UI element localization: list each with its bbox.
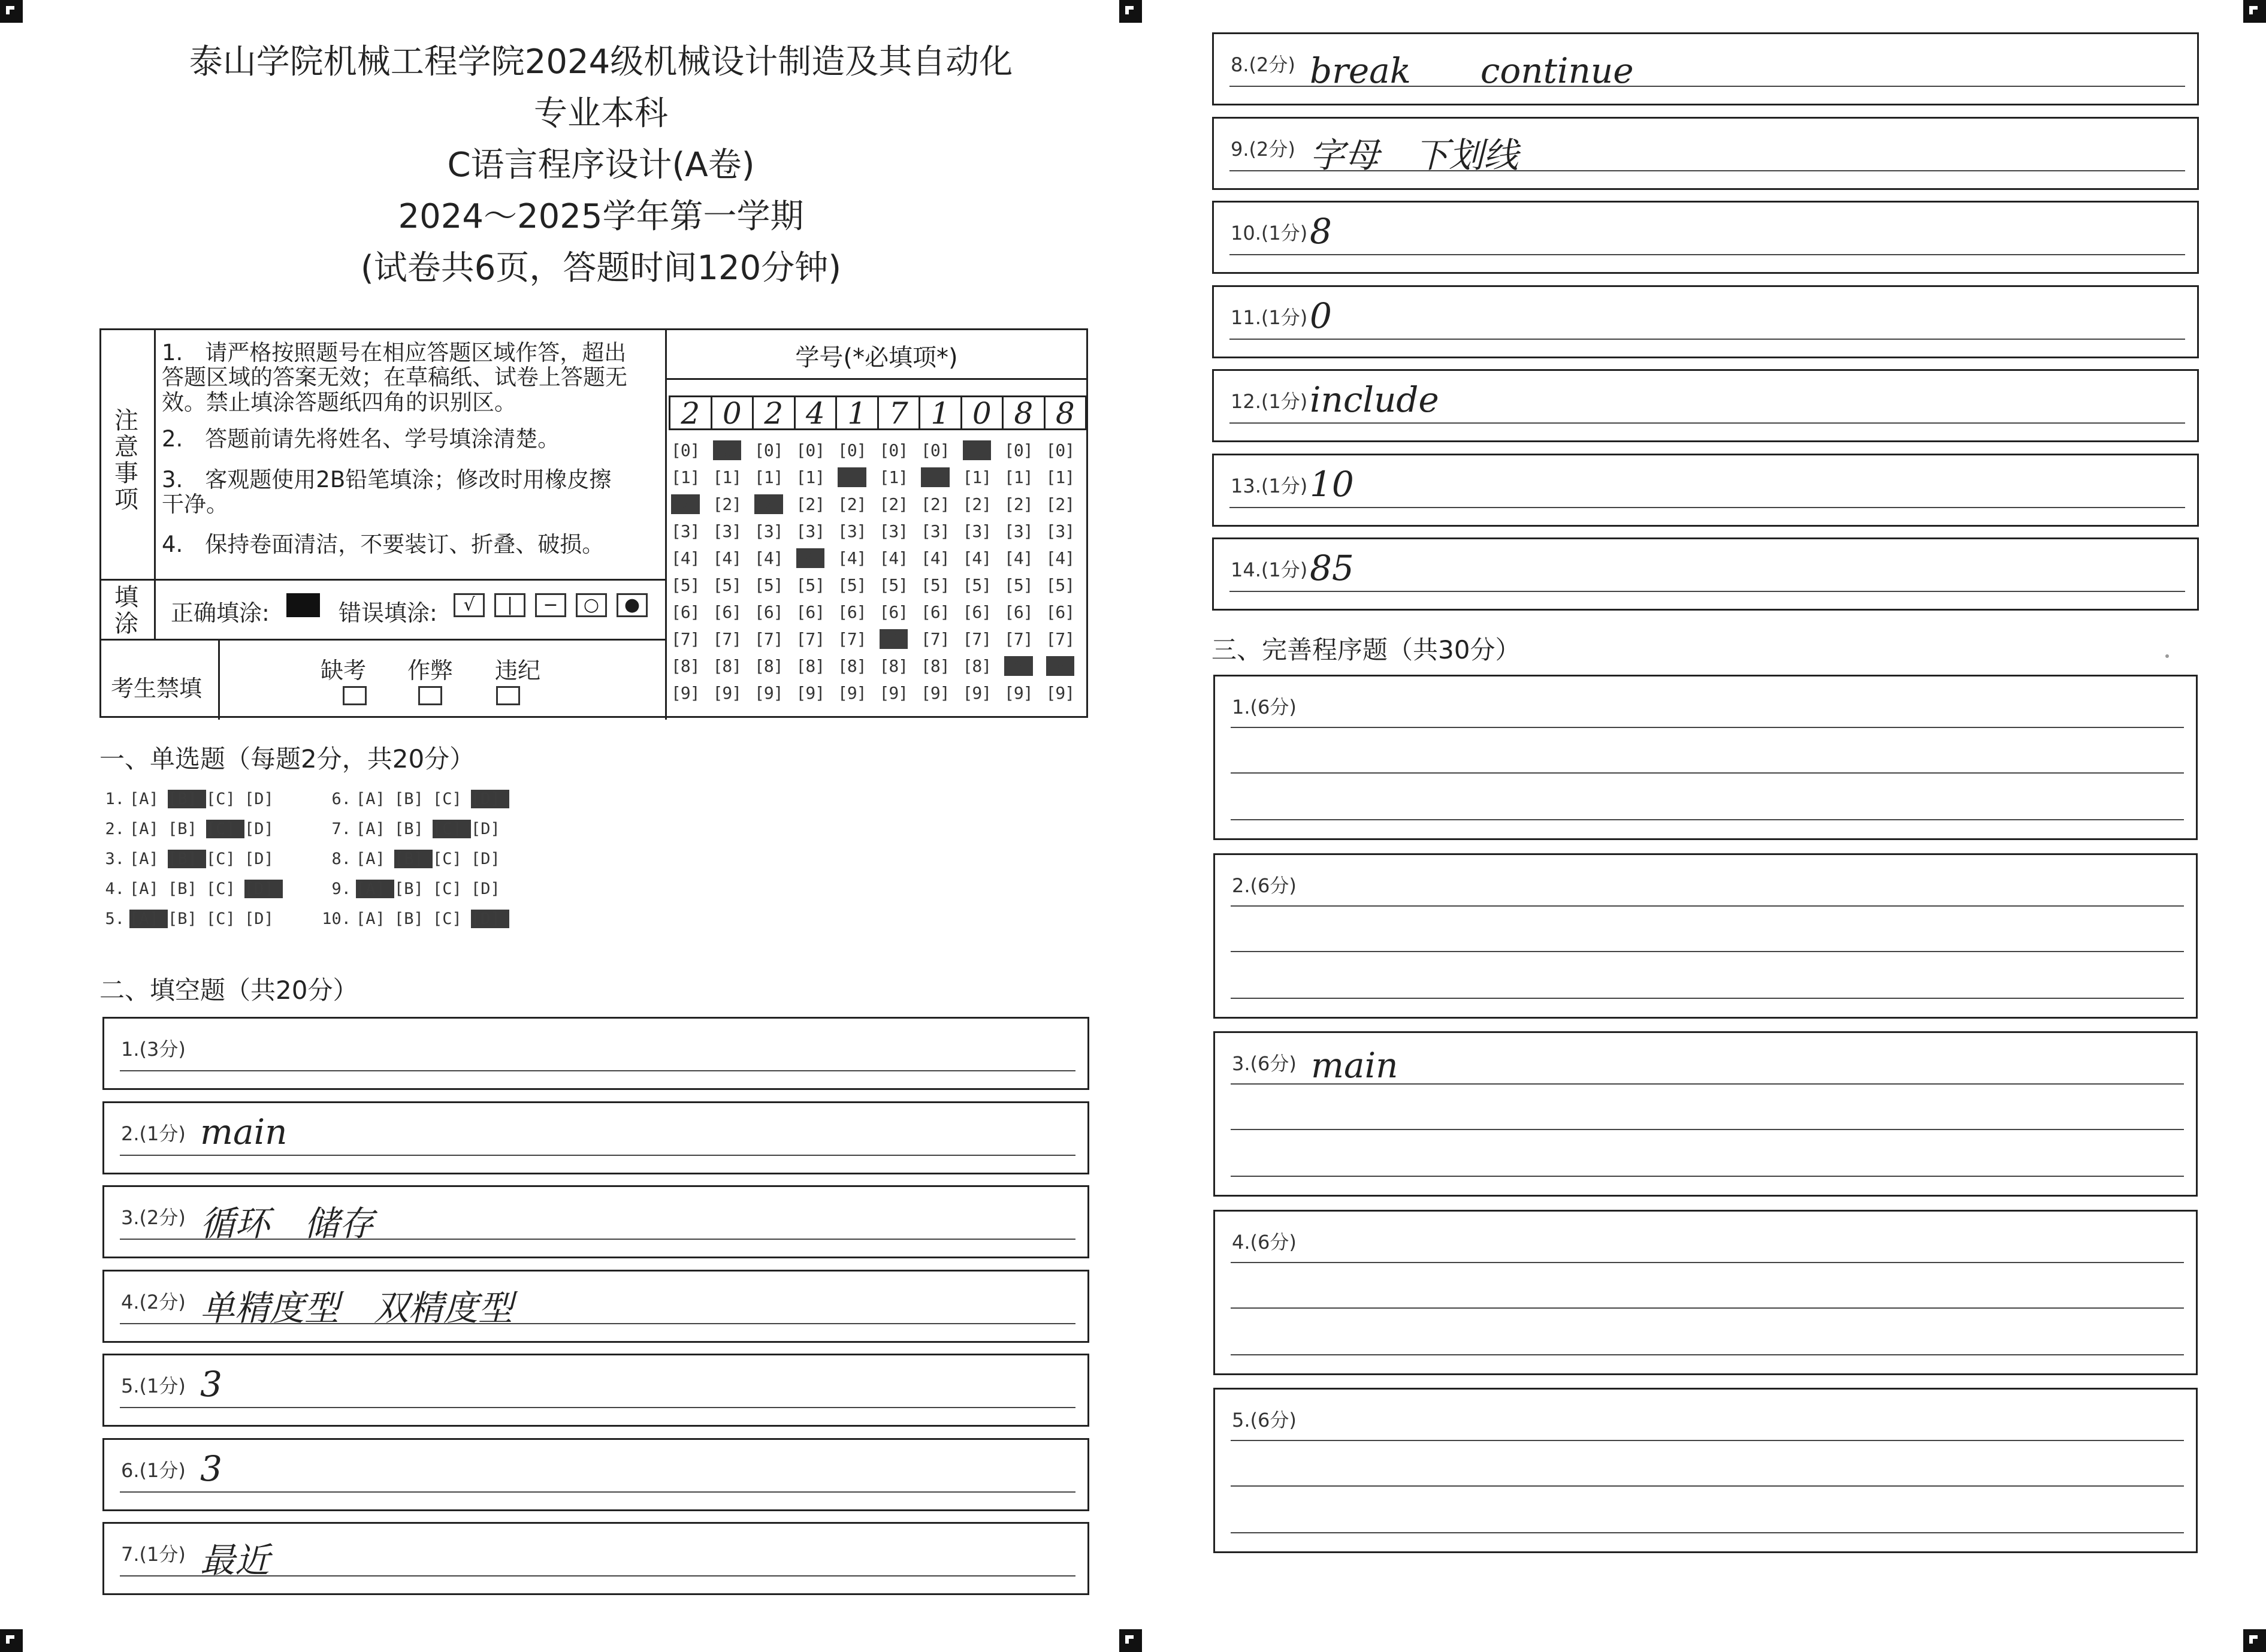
student-id-bubble[interactable]: [7] xyxy=(1046,629,1075,649)
program-box xyxy=(1213,1388,2198,1553)
fill-blank-box xyxy=(102,1185,1089,1258)
question-number: 4. xyxy=(105,880,125,898)
answer-line xyxy=(1231,1262,2184,1263)
program-box xyxy=(1213,853,2198,1019)
single-choice-row xyxy=(90,880,283,898)
choice-option-d[interactable]: [D] xyxy=(244,880,283,898)
wrong-mark-check: √ xyxy=(454,593,485,617)
exam-title-line1: 泰山学院机械工程学院2024级机械设计制造及其自动化 xyxy=(189,43,1013,81)
student-id-bubble[interactable]: [7] xyxy=(1004,629,1033,649)
exam-title-course: C语言程序设计(A卷) xyxy=(447,146,755,185)
wrong-mark-dot: ● xyxy=(617,593,648,617)
fill-blank-label: 1.(3分) xyxy=(121,1038,186,1061)
student-id-digit: 7 xyxy=(877,395,921,430)
single-choice-row xyxy=(90,910,283,928)
student-id-bubble[interactable]: [1] xyxy=(1046,467,1075,487)
question-number: 1. xyxy=(105,790,125,808)
fill-blank-box xyxy=(1212,537,2199,611)
student-id-bubble[interactable]: [7] xyxy=(671,629,700,649)
student-id-bubble[interactable]: [2] xyxy=(754,494,783,514)
stray-mark xyxy=(2165,654,2169,658)
choice-option-b[interactable]: [B] xyxy=(394,790,424,808)
student-id-bubble[interactable]: [5] xyxy=(921,575,950,595)
choice-option-a[interactable]: [A] xyxy=(356,880,394,898)
student-id-bubble[interactable]: [1] xyxy=(671,467,700,487)
student-id-bubble[interactable]: [6] xyxy=(796,602,825,622)
answer-line xyxy=(1231,998,2184,999)
fill-blank-box xyxy=(102,1354,1089,1427)
question-number: 3. xyxy=(105,850,125,868)
student-id-digit: 2 xyxy=(669,395,712,430)
fill-blank-box xyxy=(102,1017,1089,1090)
student-id-bubble[interactable]: [8] xyxy=(754,656,783,676)
student-id-bubble[interactable]: [8] xyxy=(838,656,866,676)
student-id-bubble[interactable]: [4] xyxy=(712,548,742,568)
student-id-bubble[interactable]: [8] xyxy=(796,656,825,676)
absent-checkbox[interactable] xyxy=(343,686,367,705)
student-id-bubble[interactable]: [9] xyxy=(1004,683,1033,703)
fill-blank-answer[interactable]: 85 xyxy=(1310,548,1354,588)
single-choice-title: 一、单选题（每题2分，共20分） xyxy=(99,744,475,774)
fill-blank-label: 7.(1分) xyxy=(121,1543,186,1566)
student-id-bubble[interactable]: [1] xyxy=(754,467,783,487)
student-id-title: 学号(*必填项*) xyxy=(795,344,958,372)
answer-line xyxy=(1229,507,2185,508)
answer-line xyxy=(1231,1532,2184,1533)
student-id-bubble[interactable]: [3] xyxy=(962,521,992,541)
student-id-bubble[interactable]: [0] xyxy=(921,440,950,460)
student-id-bubble[interactable]: [9] xyxy=(838,683,866,703)
choice-option-d[interactable]: [D] xyxy=(244,790,274,808)
choice-option-d[interactable]: [D] xyxy=(471,910,509,928)
choice-option-c[interactable]: [C] xyxy=(433,790,462,808)
question-number: 10. xyxy=(322,910,351,928)
answer-line xyxy=(1231,819,2184,820)
choice-option-c[interactable]: [C] xyxy=(433,910,462,928)
question-number: 6. xyxy=(331,790,351,808)
program-answer[interactable]: main xyxy=(1311,1045,1398,1086)
student-id-bubble[interactable]: [3] xyxy=(796,521,825,541)
forbidden-label: 考生禁填 xyxy=(111,675,203,702)
fill-blank-label: 6.(1分) xyxy=(121,1458,186,1482)
question-number: 2. xyxy=(105,820,125,838)
choice-option-c[interactable]: [C] xyxy=(206,820,244,838)
student-id-digit: 4 xyxy=(794,395,838,430)
fill-blank-box xyxy=(1212,32,2199,105)
student-id-bubble[interactable]: [7] xyxy=(796,629,825,649)
student-id-bubble[interactable]: [9] xyxy=(671,683,700,703)
single-choice-row xyxy=(90,790,283,808)
fill-blank-box xyxy=(1212,285,2199,358)
fill-blank-answer[interactable]: 单精度型 双精度型 xyxy=(200,1287,513,1328)
alignment-marker-bottom-left xyxy=(0,1629,23,1652)
fill-blank-box xyxy=(102,1270,1089,1343)
student-id-bubble[interactable]: [4] xyxy=(921,548,950,568)
answer-line xyxy=(1231,1176,2184,1177)
student-id-bubble[interactable]: [0] xyxy=(838,440,866,460)
choice-option-c[interactable]: [C] xyxy=(206,850,235,868)
fill-blank-label: 14.(1分) xyxy=(1231,558,1308,581)
absent-label: 缺考 xyxy=(321,657,367,684)
student-id-bubble[interactable]: [6] xyxy=(962,602,992,622)
student-id-bubble[interactable]: [4] xyxy=(1004,548,1033,568)
student-id-bubble[interactable]: [1] xyxy=(879,467,908,487)
student-id-bubble[interactable]: [0] xyxy=(796,440,825,460)
fill-blank-answer[interactable]: 10 xyxy=(1310,463,1354,505)
choice-option-a[interactable]: [A] xyxy=(129,850,159,868)
fill-blank-label: 9.(2分) xyxy=(1231,137,1295,161)
single-choice-row xyxy=(316,820,509,838)
fill-blank-box xyxy=(102,1522,1089,1595)
fill-blank-answer[interactable]: 字母 下划线 xyxy=(1310,134,1519,176)
answer-line xyxy=(1231,727,2184,728)
choice-option-c[interactable]: [C] xyxy=(206,880,235,898)
student-id-bubble[interactable]: [4] xyxy=(1046,548,1075,568)
student-id-bubble[interactable]: [4] xyxy=(838,548,866,568)
single-choice-row xyxy=(316,790,509,808)
choice-option-c[interactable]: [C] xyxy=(206,910,235,928)
student-id-digit: 1 xyxy=(835,395,879,430)
fill-blank-label: 11.(1分) xyxy=(1231,306,1308,329)
answer-line xyxy=(1231,1307,2184,1309)
choice-option-b[interactable]: [B] xyxy=(168,880,197,898)
choice-option-b[interactable]: [B] xyxy=(394,820,424,838)
answer-line xyxy=(120,1155,1075,1156)
choice-option-d[interactable]: [D] xyxy=(244,850,274,868)
student-id-bubble[interactable]: [7] xyxy=(921,629,950,649)
fill-blank-box xyxy=(1212,369,2199,442)
choice-option-b[interactable]: [B] xyxy=(168,790,206,808)
program-title: 三、完善程序题（共30分） xyxy=(1211,635,1521,665)
student-id-bubble[interactable]: [0] xyxy=(712,440,742,460)
student-id-bubble[interactable]: [0] xyxy=(1046,440,1075,460)
alignment-marker-top-center xyxy=(1119,0,1142,23)
program-box xyxy=(1213,675,2198,840)
student-id-bubble[interactable]: [9] xyxy=(754,683,783,703)
student-id-bubble[interactable]: [6] xyxy=(879,602,908,622)
correct-fill-label: 正确填涂: xyxy=(171,600,270,626)
student-id-bubble[interactable]: [7] xyxy=(879,629,908,649)
question-number: 9. xyxy=(331,880,351,898)
student-id-bubble[interactable]: [1] xyxy=(838,467,866,487)
student-id-bubble[interactable]: [7] xyxy=(838,629,866,649)
fill-blank-label: 12.(1分) xyxy=(1231,390,1308,413)
student-id-bubble[interactable]: [9] xyxy=(879,683,908,703)
note-2: 2. 答题前请先将姓名、学号填涂清楚。 xyxy=(162,426,560,452)
program-label: 3.(6分) xyxy=(1232,1052,1297,1075)
exam-title-line2: 专业本科 xyxy=(534,94,668,133)
choice-option-c[interactable]: [C] xyxy=(433,850,462,868)
wrong-mark-circle: ○ xyxy=(576,593,607,617)
student-id-bubble[interactable]: [3] xyxy=(754,521,783,541)
violation-checkbox[interactable] xyxy=(496,686,520,705)
student-id-bubble[interactable]: [7] xyxy=(712,629,742,649)
fill-blank-label: 2.(1分) xyxy=(121,1122,186,1145)
choice-option-b[interactable]: [B] xyxy=(394,880,424,898)
single-choice-row xyxy=(316,880,509,898)
choice-option-b[interactable]: [B] xyxy=(394,850,433,868)
fill-blank-label: 10.(1分) xyxy=(1231,222,1308,244)
student-id-bubble[interactable]: [2] xyxy=(879,494,908,514)
fill-blank-title: 二、填空题（共20分） xyxy=(99,976,358,1005)
choice-option-a[interactable]: [A] xyxy=(129,790,159,808)
wrong-mark-dash: − xyxy=(535,593,566,617)
choice-option-b[interactable]: [B] xyxy=(168,910,197,928)
student-id-bubble[interactable]: [8] xyxy=(962,656,992,676)
fill-blank-label: 3.(2分) xyxy=(121,1206,186,1229)
student-id-bubble[interactable]: [8] xyxy=(921,656,950,676)
student-id-bubble[interactable]: [8] xyxy=(1046,656,1075,676)
fill-blank-box xyxy=(1212,201,2199,274)
fill-blank-answer[interactable]: include xyxy=(1310,379,1439,420)
student-id-bubble[interactable]: [3] xyxy=(879,521,908,541)
student-id-bubble[interactable]: [3] xyxy=(838,521,866,541)
student-id-bubble[interactable]: [6] xyxy=(1004,602,1033,622)
choice-option-d[interactable]: [D] xyxy=(244,820,274,838)
fill-blank-answer[interactable]: main xyxy=(200,1111,288,1152)
student-id-bubble[interactable]: [4] xyxy=(962,548,992,568)
question-number: 7. xyxy=(331,820,351,838)
answer-line xyxy=(1229,339,2185,340)
note-4: 4. 保持卷面清洁，不要装订、折叠、破损。 xyxy=(162,531,605,557)
note-1: 1. 请严格按照题号在相应答题区域作答，超出答题区域的答案无效；在草稿纸、试卷上答题无效。禁止填涂答题纸四角的识别区。 xyxy=(162,340,627,415)
student-id-digit: 8 xyxy=(1002,395,1046,430)
student-id-digit: 1 xyxy=(919,395,962,430)
student-id-bubble[interactable]: [7] xyxy=(754,629,783,649)
student-id-bubble[interactable]: [8] xyxy=(1004,656,1033,676)
choice-option-c[interactable]: [C] xyxy=(433,820,471,838)
student-id-digit: 0 xyxy=(711,395,754,430)
student-id-bubble[interactable]: [0] xyxy=(1004,440,1033,460)
student-id-bubble[interactable]: [6] xyxy=(754,602,783,622)
fill-blank-label: 4.(2分) xyxy=(121,1290,186,1313)
student-id-bubble[interactable]: [6] xyxy=(671,602,700,622)
student-id-bubble[interactable]: [0] xyxy=(879,440,908,460)
choice-option-b[interactable]: [B] xyxy=(394,910,424,928)
note-3: 3. 客观题使用2B铅笔填涂；修改时用橡皮擦干净。 xyxy=(162,467,612,518)
choice-option-b[interactable]: [B] xyxy=(168,850,206,868)
student-id-bubble[interactable]: [2] xyxy=(796,494,825,514)
choice-option-a[interactable]: [A] xyxy=(356,790,385,808)
student-id-bubble[interactable]: [0] xyxy=(671,440,700,460)
student-id-bubble[interactable]: [7] xyxy=(962,629,992,649)
answer-line xyxy=(1229,591,2185,592)
student-id-bubble[interactable]: [2] xyxy=(921,494,950,514)
single-choice-row xyxy=(316,850,509,868)
fill-blank-answer[interactable]: 8 xyxy=(1310,211,1332,252)
student-id-bubble[interactable]: [6] xyxy=(1046,602,1075,622)
fill-label: 填涂 xyxy=(114,584,138,638)
student-id-bubble[interactable]: [1] xyxy=(962,467,992,487)
exam-title-info: (试卷共6页，答题时间120分钟) xyxy=(360,249,842,288)
student-id-bubble[interactable]: [1] xyxy=(796,467,825,487)
answer-line xyxy=(120,1407,1075,1408)
fill-blank-answer[interactable]: 最近 xyxy=(200,1540,270,1581)
question-number: 5. xyxy=(105,910,125,928)
student-id-bubble[interactable]: [8] xyxy=(712,656,742,676)
student-id-bubble[interactable]: [5] xyxy=(712,575,742,595)
answer-line xyxy=(1229,422,2185,424)
choice-option-d[interactable]: [D] xyxy=(471,880,500,898)
single-choice-row xyxy=(90,850,283,868)
student-id-bubble[interactable]: [6] xyxy=(921,602,950,622)
fill-blank-answer[interactable]: 0 xyxy=(1310,295,1332,336)
choice-option-d[interactable]: [D] xyxy=(471,790,509,808)
choice-option-a[interactable]: [A] xyxy=(356,850,385,868)
student-id-bubble[interactable]: [2] xyxy=(1046,494,1075,514)
choice-option-a[interactable]: [A] xyxy=(356,910,385,928)
single-choice-row xyxy=(90,820,283,838)
student-id-bubble[interactable]: [4] xyxy=(796,548,825,568)
student-id-bubble[interactable]: [3] xyxy=(712,521,742,541)
student-id-digit: 8 xyxy=(1044,395,1087,430)
student-id-bubble[interactable]: [4] xyxy=(671,548,700,568)
fill-blank-label: 5.(1分) xyxy=(121,1375,186,1397)
answer-line xyxy=(1231,905,2184,907)
exam-title-semester: 2024～2025学年第一学期 xyxy=(398,197,804,236)
answer-line xyxy=(1231,1354,2184,1355)
student-id-bubble[interactable]: [9] xyxy=(796,683,825,703)
choice-option-a[interactable]: [A] xyxy=(356,820,385,838)
student-id-bubble[interactable]: [9] xyxy=(921,683,950,703)
student-id-bubble[interactable]: [5] xyxy=(1046,575,1075,595)
program-label: 2.(6分) xyxy=(1232,874,1297,897)
program-label: 4.(6分) xyxy=(1232,1230,1297,1254)
question-number: 8. xyxy=(331,850,351,868)
choice-option-d[interactable]: [D] xyxy=(471,820,500,838)
student-id-bubble[interactable]: [2] xyxy=(712,494,742,514)
choice-option-b[interactable]: [B] xyxy=(168,820,197,838)
wrong-mark-bar: | xyxy=(494,593,525,617)
answer-line xyxy=(120,1070,1075,1071)
student-id-bubble[interactable]: [3] xyxy=(1046,521,1075,541)
student-id-bubble[interactable]: [5] xyxy=(1004,575,1033,595)
choice-option-d[interactable]: [D] xyxy=(244,910,274,928)
student-id-bubble[interactable]: [5] xyxy=(838,575,866,595)
fill-blank-answer[interactable]: break continue xyxy=(1310,50,1634,91)
answer-line xyxy=(1231,1129,2184,1130)
fill-blank-box xyxy=(102,1101,1089,1174)
student-id-bubble[interactable]: [2] xyxy=(671,494,700,514)
student-id-bubble[interactable]: [5] xyxy=(962,575,992,595)
answer-line xyxy=(1231,951,2184,952)
program-box xyxy=(1213,1210,2198,1375)
student-id-bubble[interactable]: [0] xyxy=(754,440,783,460)
student-id-bubble[interactable]: [8] xyxy=(671,656,700,676)
student-id-bubble[interactable]: [6] xyxy=(712,602,742,622)
program-label: 5.(6分) xyxy=(1232,1409,1297,1431)
choice-option-c[interactable]: [C] xyxy=(433,880,462,898)
student-id-bubble[interactable]: [1] xyxy=(1004,467,1033,487)
answer-line xyxy=(120,1491,1075,1493)
student-id-bubble[interactable]: [5] xyxy=(754,575,783,595)
correct-fill-example xyxy=(286,593,320,617)
student-id-bubble[interactable]: [5] xyxy=(671,575,700,595)
choice-option-a[interactable]: [A] xyxy=(129,910,168,928)
choice-option-c[interactable]: [C] xyxy=(206,790,235,808)
cheat-checkbox[interactable] xyxy=(418,686,442,705)
choice-option-a[interactable]: [A] xyxy=(129,880,159,898)
choice-option-d[interactable]: [D] xyxy=(471,850,500,868)
fill-blank-box xyxy=(102,1438,1089,1511)
fill-blank-answer[interactable]: 3 xyxy=(200,1448,222,1489)
student-id-bubble[interactable]: [4] xyxy=(754,548,783,568)
fill-blank-box xyxy=(1212,454,2199,527)
alignment-marker-top-right xyxy=(2243,0,2266,23)
alignment-marker-bottom-center xyxy=(1119,1629,1142,1652)
student-id-bubble[interactable]: [1] xyxy=(921,467,950,487)
answer-line xyxy=(1231,772,2184,774)
violation-label: 违纪 xyxy=(495,657,541,684)
student-id-bubble[interactable]: [9] xyxy=(962,683,992,703)
fill-blank-answer[interactable]: 3 xyxy=(200,1364,222,1405)
choice-option-a[interactable]: [A] xyxy=(129,820,159,838)
answer-line xyxy=(1231,1485,2184,1487)
program-box xyxy=(1213,1031,2198,1197)
cheat-label: 作弊 xyxy=(407,657,454,684)
student-id-bubble[interactable]: [3] xyxy=(921,521,950,541)
single-choice-row xyxy=(316,910,509,928)
answer-line xyxy=(1229,254,2185,255)
student-id-bubble[interactable]: [4] xyxy=(879,548,908,568)
student-id-bubble[interactable]: [5] xyxy=(879,575,908,595)
student-id-bubble[interactable]: [0] xyxy=(962,440,992,460)
alignment-marker-bottom-right xyxy=(2243,1629,2266,1652)
student-id-bubble[interactable]: [9] xyxy=(1046,683,1075,703)
answer-line xyxy=(1231,1440,2184,1441)
program-label: 1.(6分) xyxy=(1232,696,1297,718)
student-id-bubble[interactable]: [2] xyxy=(962,494,992,514)
fill-blank-label: 13.(1分) xyxy=(1231,474,1308,497)
student-id-bubble[interactable]: [2] xyxy=(838,494,866,514)
student-id-bubble[interactable]: [8] xyxy=(879,656,908,676)
alignment-marker-top-left xyxy=(0,0,23,23)
student-id-bubble[interactable]: [9] xyxy=(712,683,742,703)
fill-blank-label: 8.(2分) xyxy=(1231,53,1295,76)
notes-label: 注意事项 xyxy=(114,407,138,514)
student-id-digit: 2 xyxy=(752,395,796,430)
fill-blank-box xyxy=(1212,117,2199,190)
wrong-fill-label: 错误填涂: xyxy=(339,600,437,626)
student-id-bubble[interactable]: [6] xyxy=(838,602,866,622)
student-id-bubble[interactable]: [1] xyxy=(712,467,742,487)
student-id-bubble[interactable]: [2] xyxy=(1004,494,1033,514)
student-id-bubble[interactable]: [3] xyxy=(671,521,700,541)
student-id-bubble[interactable]: [3] xyxy=(1004,521,1033,541)
student-id-bubble[interactable]: [5] xyxy=(796,575,825,595)
fill-blank-answer[interactable]: 循环 储存 xyxy=(200,1203,374,1244)
student-id-digit: 0 xyxy=(960,395,1004,430)
